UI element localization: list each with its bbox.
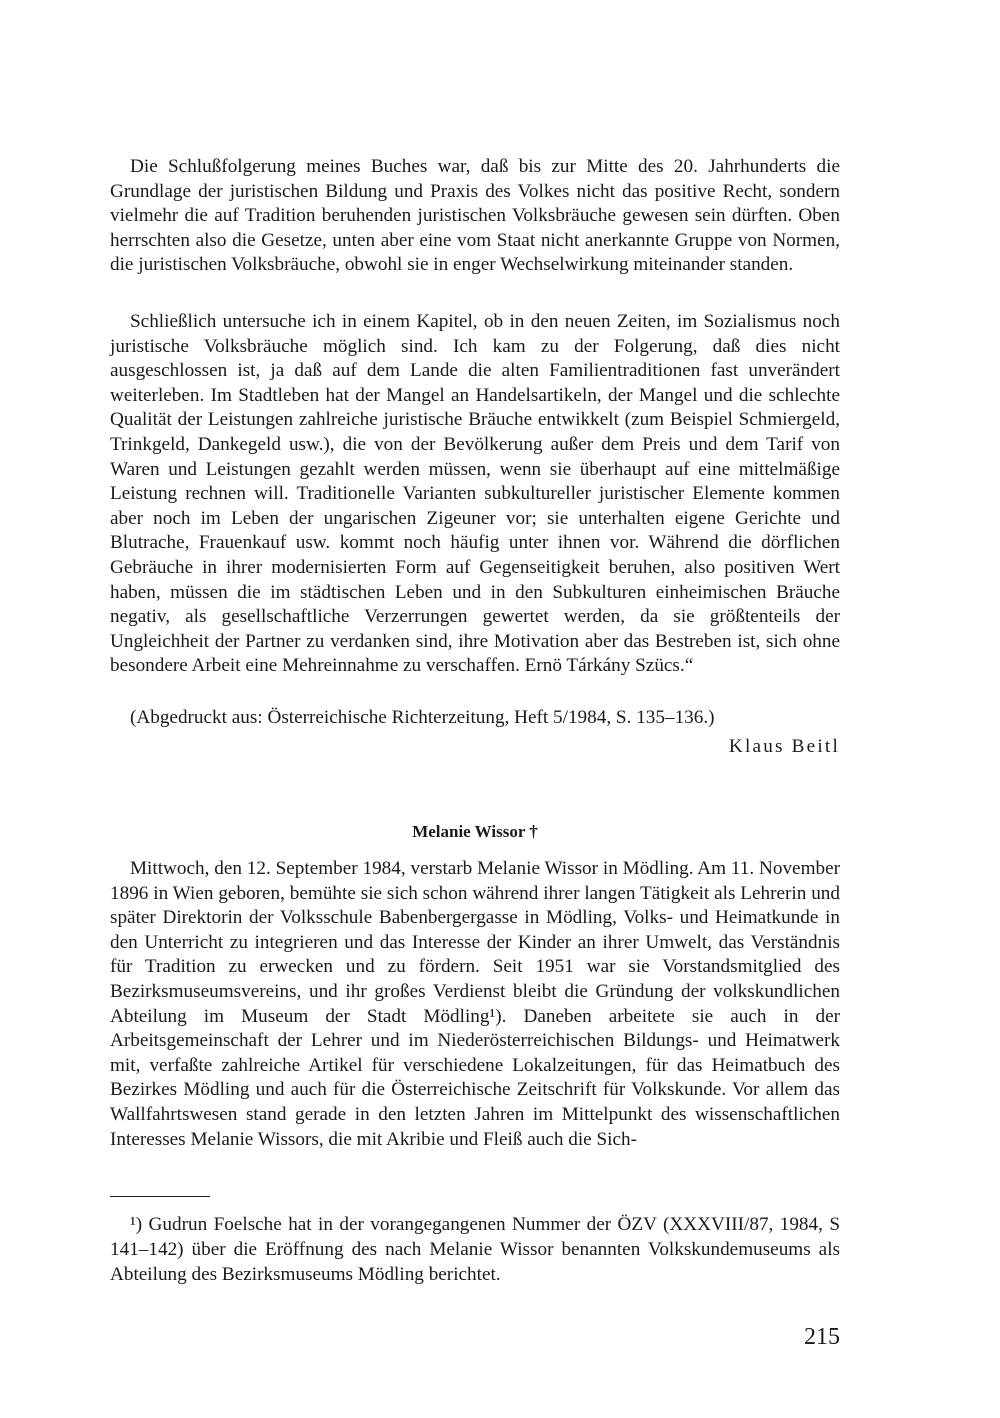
page-number: 215 <box>804 1324 840 1350</box>
footnote: ¹) Gudrun Foelsche hat in der vorangegangenen Nummer der ÖZV (XXXVIII/87, 1984, S 141–142) über die Eröffnung des nach Melanie Wissor benannten Volkskundemuseums als Abteilung des Bezirksmuseums Mödling berichtet. <box>110 1214 840 1285</box>
paragraph-socialism: Schließlich untersuche ich in einem Kapitel, ob in den neuen Zeiten, im Sozialismus noch juristische Volksbräuche möglich sind. Ich kam zu der Folgerung, daß dies nicht ausgeschlossen ist, ja daß auf dem Lande die alten Familientraditionen fast unverändert weiterleben. Im Stadtleben hat der Mangel an Handelsartikeln, der Mangel und die schlechte Qualität der Leistungen zahlreiche juristische Bräuche entwikkelt (zum Beispiel Schmiergeld, Trinkgeld, Dankegeld usw.), die von der Bevölkerung außer dem Preis und dem Tarif von Waren und Leistungen gezahlt werden müssen, wenn sie überhaupt auf eine mittelmäßige Leistung rechnen will. Traditionelle Varianten subkultureller juristischer Elemente kommen aber noch im Leben der ungarischen Zigeuner vor; sie unterhalten eigene Gerichte und Blutrache, Frauenkauf usw. kommt noch häufig unter ihnen vor. Während die dörflichen Gebräuche in ihrer modernisierten Form auf Gegenseitigkeit beruhen, also positiven Wert haben, müssen die im städtischen Leben und in den Subkulturen einheimischen Bräuche negativ, als gesellschaftliche Verzerrungen gewertet werden, da sie größtenteils der Ungleichheit der Partner zu verdanken sind, ihre Motivation aber das Bestreben ist, sich ohne besondere Arbeit eine Mehreinnahme zu verschaffen. Ernö Tárkány Szücs.“ <box>110 311 840 677</box>
source-note: (Abgedruckt aus: Österreichische Richterzeitung, Heft 5/1984, S. 135–136.) <box>130 707 715 728</box>
footnote-divider <box>110 1196 210 1197</box>
obituary-title: Melanie Wissor † <box>412 822 538 841</box>
author-signature: Klaus Beitl <box>728 736 840 757</box>
obituary-text: Mittwoch, den 12. September 1984, verstarb Melanie Wissor in Mödling. Am 11. November 1896 in Wien geboren, bemühte sie sich schon während ihrer langen Tätigkeit als Lehrerin und später Direktorin der Volksschule Babenbergergasse in Mödling, Volks- und Heimatkunde in den Unterricht zu integrieren und das Interesse der Kinder an ihrer Umwelt, das Verständnis für Tradition zu erwecken und zu fördern. Seit 1951 war sie Vorstandsmitglied des Bezirksmuseumsvereins, und ihr großes Verdienst bleibt die Gründung der volkskundlichen Abteilung im Museum der Stadt Mödling¹). Daneben arbeitete sie auch in der Arbeitsgemeinschaft der Lehrer und im Niederösterreichischen Bildungs- und Heimatwerk mit, verfaßte zahlreiche Artikel für verschiedene Lokalzeitungen, für das Heimatbuch des Bezirkes Mödling und auch für die Österreichische Zeitschrift für Volkskunde. Vor allem das Wallfahrtswesen stand gerade in den letzten Jahren im Mittelpunkt des wissenschaftlichen Interesses Melanie Wissors, die mit Akribie und Fleiß auch die Sich- <box>110 858 840 1150</box>
document-page <box>110 0 840 1418</box>
paragraph-conclusion: Die Schlußfolgerung meines Buches war, daß bis zur Mitte des 20. Jahrhunderts die Grundlage der juristischen Bildung und Praxis des Volkes nicht das positive Recht, sondern vielmehr die auf Tradition beruhenden juristischen Volksbräuche gewesen sein dürften. Oben herrschten also die Gesetze, unten aber eine vom Staat nicht anerkannte Gruppe von Normen, die juristischen Volksbräuche, obwohl sie in enger Wechselwirkung miteinander standen. <box>110 156 840 276</box>
